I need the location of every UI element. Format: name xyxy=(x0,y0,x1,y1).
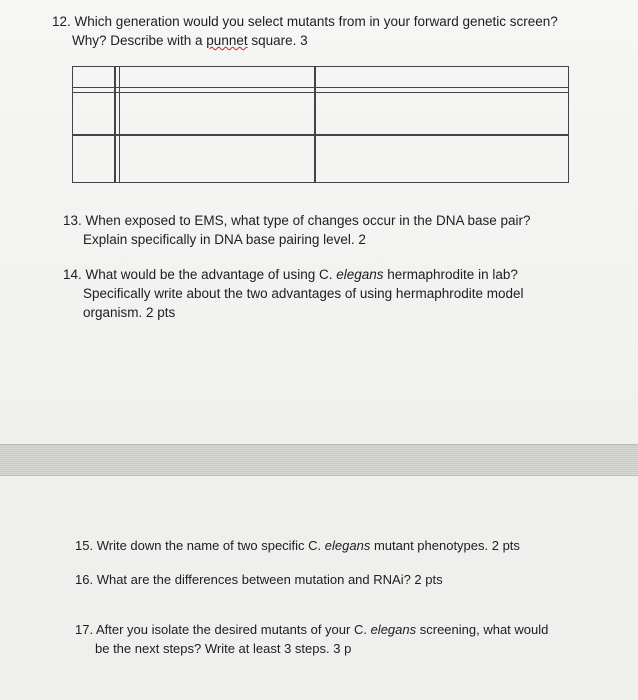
question-17 xyxy=(75,620,548,658)
question-text-line1: After you isolate the desired mutants of your C. elegans screening, what would xyxy=(95,622,549,637)
question-number: 12. xyxy=(52,14,71,29)
table-cell[interactable] xyxy=(120,93,313,133)
question-text-line2: Explain specifically in DNA base pairing level. 2 xyxy=(83,232,366,247)
page-fold xyxy=(0,444,638,476)
table-cell[interactable] xyxy=(120,136,313,180)
question-text-line1: What would be the advantage of using C. elegans hermaphrodite in lab? xyxy=(85,267,518,282)
question-text: What are the differences between mutation and RNAi? 2 pts xyxy=(96,572,443,587)
question-text-line3: organism. 2 pts xyxy=(83,305,176,320)
question-number: 17. xyxy=(75,622,94,637)
question-text-line1: When exposed to EMS, what type of changes occur in the DNA base pair? xyxy=(85,213,531,228)
question-15: 15. Write down the name of two specific C. elegans mutant phenotypes. 2 pts xyxy=(75,538,520,553)
misspelled-word: punnet xyxy=(206,33,248,48)
table-cell[interactable] xyxy=(316,93,566,133)
question-text-line2: be the next steps? Write at least 3 steps. 3 p xyxy=(95,641,352,656)
question-number: 14. xyxy=(63,267,82,282)
question-number: 16. xyxy=(75,572,94,587)
question-12 xyxy=(52,12,558,50)
question-text-line1: Which generation would you select mutants from in your forward genetic screen? xyxy=(74,14,558,29)
table-cell[interactable] xyxy=(316,136,566,180)
table-column-divider xyxy=(114,67,116,182)
question-text-line2: Specifically write about the two advantages of using hermaphrodite model xyxy=(83,286,524,301)
question-14 xyxy=(63,265,524,322)
question-16 xyxy=(75,570,443,589)
question-number: 13. xyxy=(63,213,82,228)
question-13 xyxy=(63,211,531,249)
punnett-square-table xyxy=(72,66,569,183)
table-row-divider xyxy=(73,87,568,88)
question-text-line2: Why? Describe with a punnet square. 3 xyxy=(72,33,308,48)
question-number: 15. xyxy=(75,538,94,553)
